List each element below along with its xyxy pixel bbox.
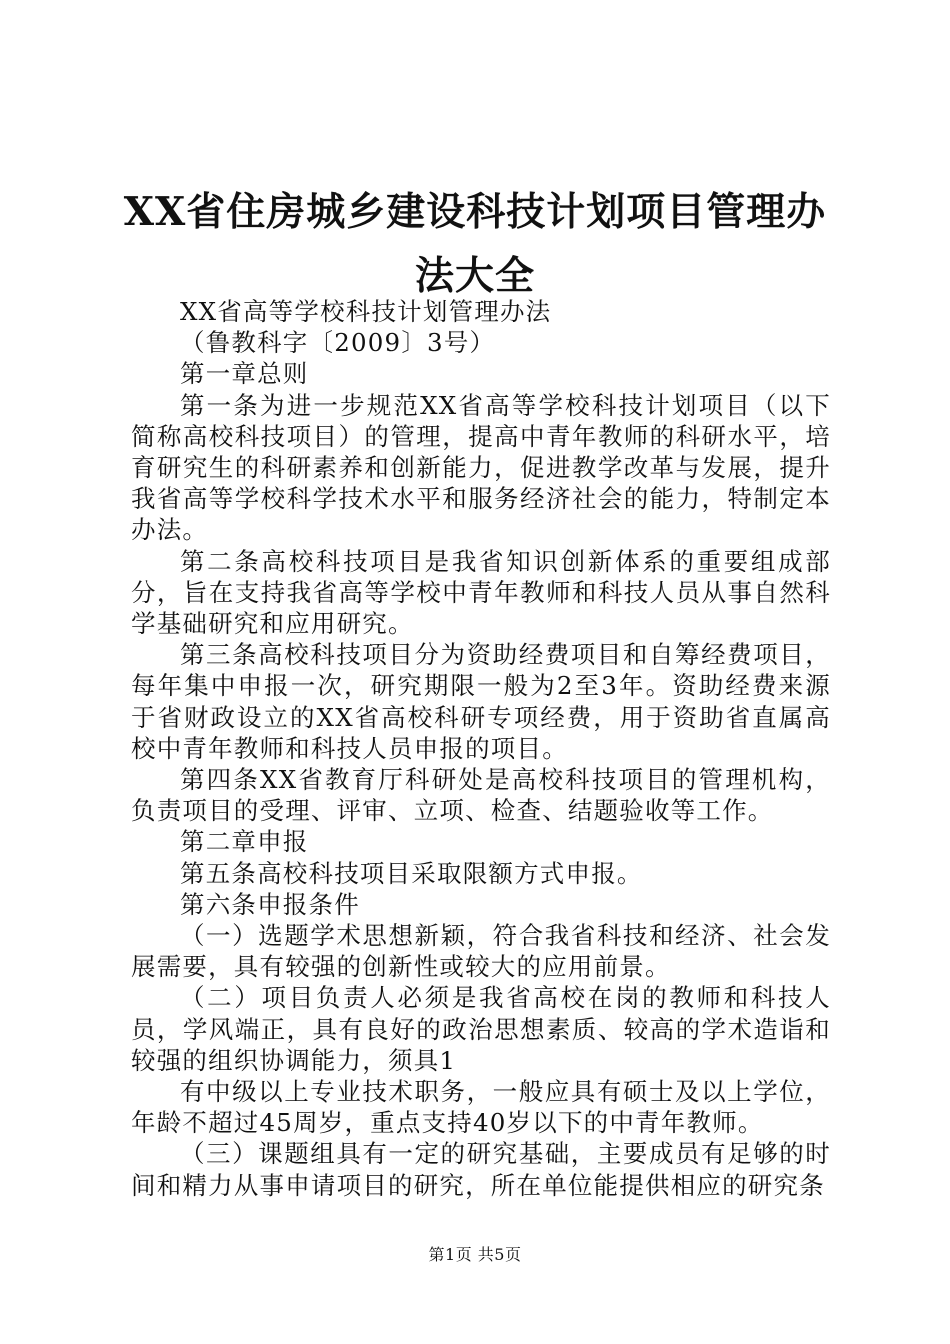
paragraph: 第三条高校科技项目分为资助经费项目和自筹经费项目，每年集中申报一次，研究期限一般为2至3年。资助经费来源于省财政设立的XX省高校科研专项经费，用于资助省直属高校中青年教师和科技人员申报的项目。 — [131, 640, 831, 763]
paragraph: 第一条为进一步规范XX省高等学校科技计划项目（以下简称高校科技项目）的管理，提高中青年教师的科研水平，培育研究生的科研素养和创新能力，促进教学改革与发展，提升我省高等学校科学技术水平和服务经济社会的能力，特制定本办法。 — [131, 390, 831, 545]
chapter-heading: 第二章申报 — [180, 827, 309, 857]
paragraph: 第四条XX省教育厅科研处是高校科技项目的管理机构，负责项目的受理、评审、立项、检查、结题验收等工作。 — [131, 765, 831, 826]
paragraph: 有中级以上专业技术职务，一般应具有硕士及以上学位，年龄不超过45周岁，重点支持40岁以下的中青年教师。 — [131, 1077, 831, 1138]
paragraph: （鲁教科字〔2009〕3号） — [180, 328, 496, 358]
document-body — [131, 296, 831, 1201]
page-footer: 第1页 共5页 — [428, 1245, 522, 1264]
document-title: XX省住房城乡建设科技计划项目管理办法大全 — [123, 189, 827, 299]
paragraph: XX省高等学校科技计划管理办法 — [180, 297, 552, 326]
paragraph: （三）课题组具有一定的研究基础，主要成员有足够的时间和精力从事申请项目的研究，所在单位能提供相应的研究条 — [131, 1139, 831, 1200]
paragraph: （二）项目负责人必须是我省高校在岗的教师和科技人员，学风端正，具有良好的政治思想素质、较高的学术造诣和较强的组织协调能力，须具1 — [131, 983, 831, 1075]
chapter-heading: 第一章总则 — [180, 359, 309, 389]
paragraph: 第二条高校科技项目是我省知识创新体系的重要组成部分，旨在支持我省高等学校中青年教师和科技人员从事自然科学基础研究和应用研究。 — [131, 546, 831, 639]
paragraph: 第五条高校科技项目采取限额方式申报。 — [180, 858, 643, 888]
paragraph: 第六条申报条件 — [180, 889, 360, 919]
paragraph: （一）选题学术思想新颖，符合我省科技和经济、社会发展需要，具有较强的创新性或较大的应用前景。 — [131, 921, 831, 982]
